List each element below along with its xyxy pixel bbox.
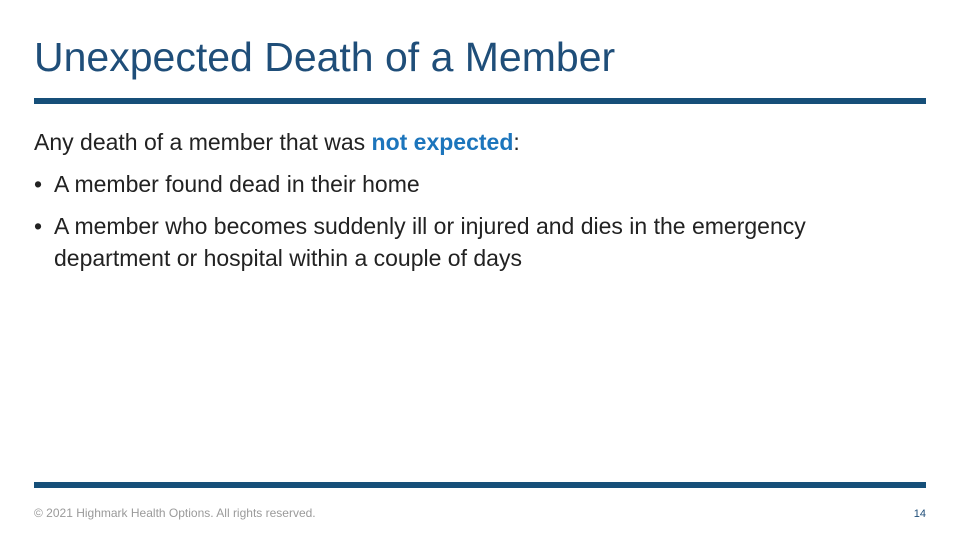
bullet-list [34,168,914,274]
intro-text [34,126,914,158]
bullet-text: A member found dead in their home [54,171,420,197]
intro-emphasis: not expected [371,129,514,155]
bullet-item [34,210,914,274]
bullet-marker: • [34,213,43,239]
bullet-marker: • [34,171,43,197]
intro-lead: Any death of a member that was [34,129,372,155]
slide-body [34,126,914,284]
footer-divider [34,482,926,488]
bullet-item [34,168,914,200]
copyright-footer: © 2021 Highmark Health Options. All rights reserved. [34,506,316,520]
slide-title: Unexpected Death of a Member [34,34,616,80]
title-divider [34,98,926,104]
page-number: 14 [913,508,926,520]
intro-trail: : [513,129,520,155]
bullet-text: A member who becomes suddenly ill or injured and dies in the emergency department or hospital within a couple of days [54,213,806,271]
